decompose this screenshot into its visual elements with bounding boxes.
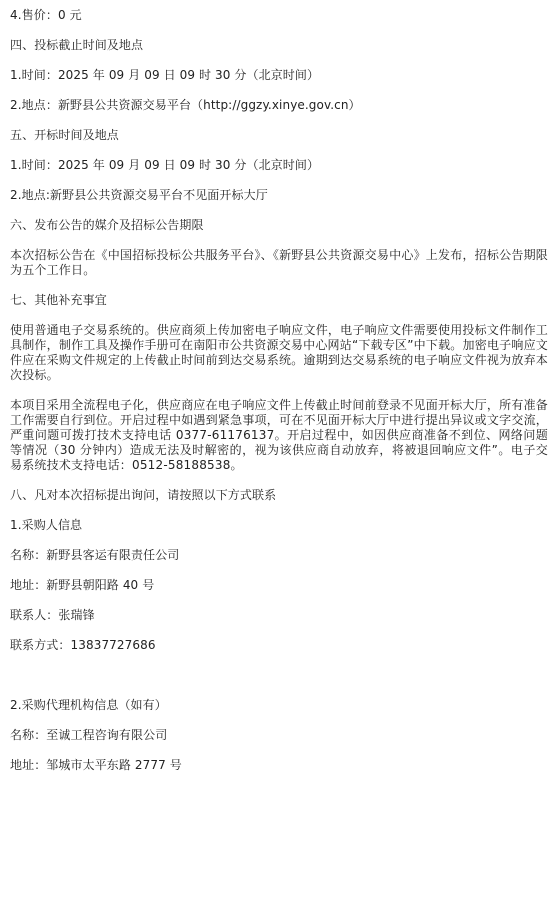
buyer-info-heading: 1.采购人信息 xyxy=(10,518,83,532)
section-5-heading: 五、开标时间及地点 xyxy=(10,128,119,142)
price-line: 4.售价：0 元 xyxy=(10,8,82,22)
buyer-contact: 联系人：张瑞锋 xyxy=(10,608,95,622)
section-8-heading: 八、凡对本次招标提出询问，请按照以下方式联系 xyxy=(10,488,277,502)
announcement-document xyxy=(0,8,556,912)
buyer-name: 名称：新野县客运有限责任公司 xyxy=(10,548,180,562)
agent-info-heading: 2.采购代理机构信息（如有） xyxy=(10,698,167,712)
section-6-body: 本次招标公告在《中国招标投标公共服务平台》、《新野县公共资源交易中心》上发布，招标公告期限为五个工作日。 xyxy=(10,248,548,277)
agent-name: 名称：至诚工程咨询有限公司 xyxy=(10,728,168,742)
buyer-phone: 联系方式：13837727686 xyxy=(10,638,156,652)
buyer-address: 地址：新野县朝阳路 40 号 xyxy=(10,578,155,592)
bid-deadline-time: 1.时间：2025 年 09 月 09 日 09 时 30 分（北京时间） xyxy=(10,68,320,82)
bid-opening-place: 2.地点:新野县公共资源交易平台不见面开标大厅 xyxy=(10,188,268,202)
section-7-paragraph-2: 本项目采用全流程电子化，供应商应在电子响应文件上传截止时间前登录不见面开标大厅，所有准备工作需要自行到位。开启过程中如遇到紧急事项，可在不见面开标大厅中进行提出异议或文字交流，严重问题可拨打技术支持电话 0377-61176137。开启过程中，如因供应商准备不到位、网络问题等情况（30 分钟内）造成无法及时解密的，视为该供应商自动放弃，将被退回响应文件”。电子交易系统技术支持电话：0512-58188538。 xyxy=(10,398,548,472)
section-7-paragraph-1: 使用普通电子交易系统的。供应商须上传加密电子响应文件，电子响应文件需要使用投标文件制作工具制作，制作工具及操作手册可在南阳市公共资源交易中心网站“下载专区”中下载。加密电子响应文件应在采购文件规定的上传截止时间前到达交易系统。逾期到达交易系统的电子响应文件视为放弃本次投标。 xyxy=(10,323,548,382)
section-4-heading: 四、投标截止时间及地点 xyxy=(10,38,144,52)
section-7-heading: 七、其他补充事宜 xyxy=(10,293,107,307)
section-6-heading: 六、发布公告的媒介及招标公告期限 xyxy=(10,218,204,232)
agent-address: 地址：邹城市太平东路 2777 号 xyxy=(10,758,182,772)
bid-opening-time: 1.时间：2025 年 09 月 09 日 09 时 30 分（北京时间） xyxy=(10,158,320,172)
bid-deadline-place: 2.地点：新野县公共资源交易平台（http://ggzy.xinye.gov.cn） xyxy=(10,98,361,112)
